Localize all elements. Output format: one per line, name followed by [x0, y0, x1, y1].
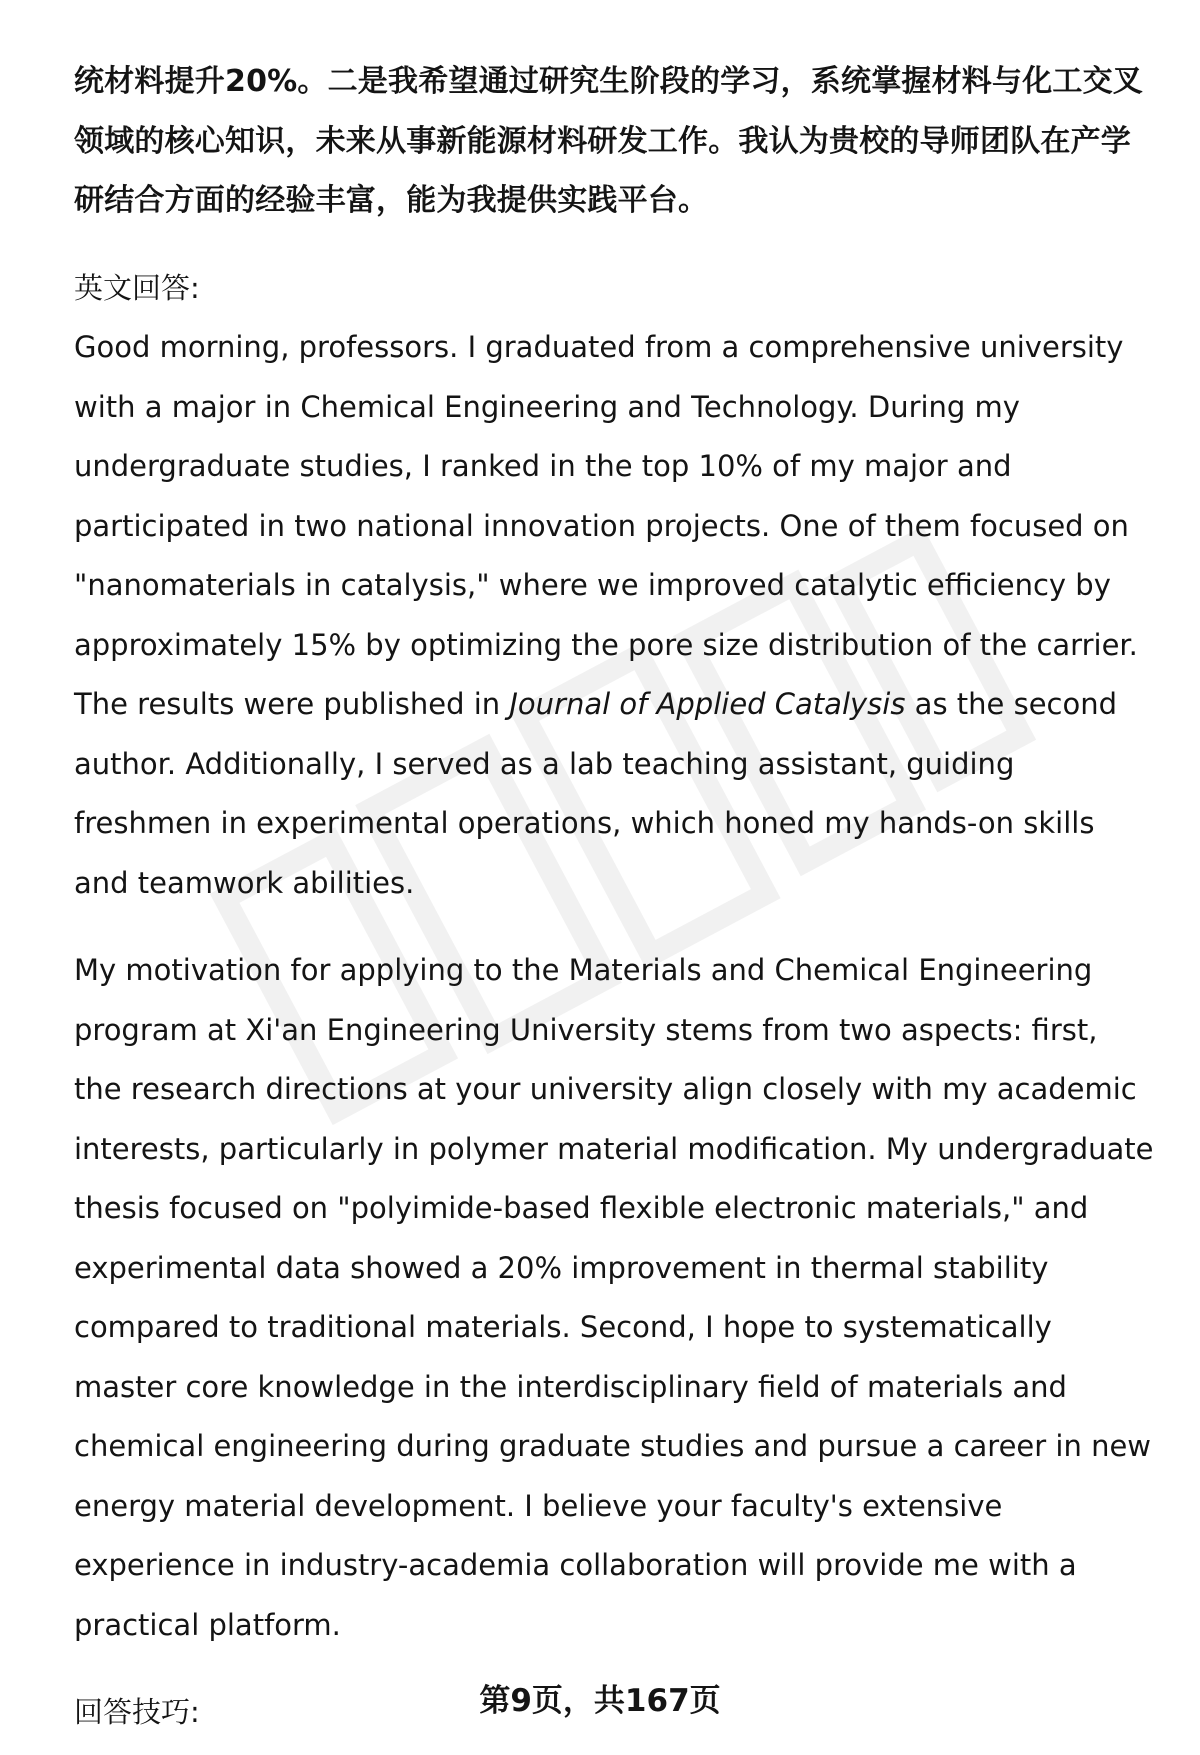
document-body — [74, 52, 1154, 1743]
english-answer-paragraph-2: My motivation for applying to the Materials and Chemical Engineering program at Xi'an Engineering University stems from two aspects: first, the research directions at your university align closely with my academic interests, particularly in polymer material modification. My undergraduate thesis focused on "polyimide-based flexible electronic materials," and experimental data showed a 20% improvement in thermal stability compared to traditional materials. Second, I hope to systematically master core knowledge in the interdisciplinary field of materials and chemical engineering during graduate studies and pursue a career in new energy material development. I believe your faculty's extensive experience in industry-academia collaboration will provide me with a practical platform. — [74, 953, 1154, 1642]
english-answer-paragraph-1 — [74, 318, 1154, 913]
chinese-answer-tail: 统材料提升20%。二是我希望通过研究生阶段的学习，系统掌握材料与化工交叉领域的核心知识，未来从事新能源材料研发工作。我认为贵校的导师团队在产学研结合方面的经验丰富，能为我提供实践平台。 — [74, 64, 1144, 218]
answer-tips-heading: 回答技巧: — [74, 1695, 200, 1729]
journal-title: Journal of Applied Catalysis — [509, 687, 906, 721]
english-answer-heading: 英文回答: — [74, 270, 200, 305]
page-number-footer: 第9页，共167页 — [479, 1683, 721, 1719]
paragraph-1-text-b: as the second author. Additionally, I served as a lab teaching assistant, guiding freshmen in experimental operations, which honed my hands-on skills and teamwork abilities. — [74, 687, 1118, 900]
paragraph-1-text-a: Good morning, professors. I graduated from a comprehensive university with a major in Chemical Engineering and Technology. During my undergraduate studies, I ranked in the top 10% of my major and participated in two national innovation projects. One of them focused on "nanomaterials in catalysis," where we improved catalytic efficiency by approximately 15% by optimizing the pore size distribution of the carrier. The results were published in — [74, 330, 1138, 721]
